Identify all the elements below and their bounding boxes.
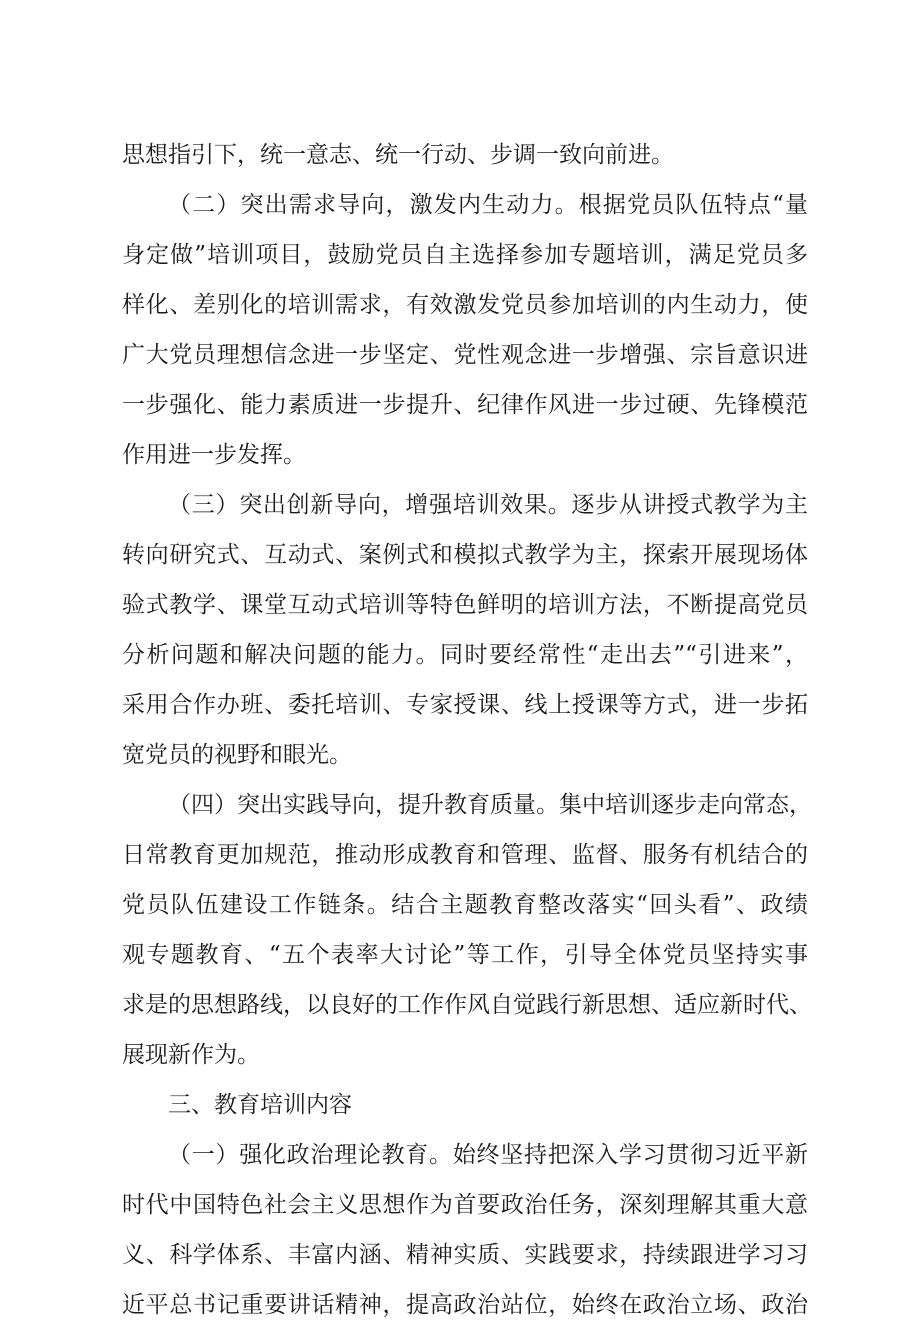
paragraph-section3-point-1-line: 近平总书记重要讲话精神，提高政治站位，始终在政治立场、政治 bbox=[122, 1292, 808, 1318]
paragraph-point-4-line: 党员队伍建设工作链条。结合主题教育整改落实“回头看”、政绩 bbox=[122, 892, 808, 918]
paragraph-section3-point-1-line: 义、科学体系、丰富内涵、精神实质、实践要求，持续跟进学习习 bbox=[122, 1242, 808, 1268]
paragraph-point-4-line: 日常教育更加规范，推动形成教育和管理、监督、服务有机结合的 bbox=[122, 842, 808, 868]
paragraph-point-3-line: （三）突出创新导向，增强培训效果。逐步从讲授式教学为主 bbox=[168, 492, 808, 518]
paragraph-point-2-line: 作用进一步发挥。 bbox=[122, 442, 306, 468]
paragraph-point-3-line: 转向研究式、互动式、案例式和模拟式教学为主，探索开展现场体 bbox=[122, 542, 808, 568]
paragraph-point-2-line: 一步强化、能力素质进一步提升、纪律作风进一步过硬、先锋模范 bbox=[122, 392, 808, 418]
paragraph-point-4-line: 求是的思想路线，以良好的工作作风自觉践行新思想、适应新时代、 bbox=[122, 992, 812, 1018]
paragraph-point-2-line: 样化、差别化的培训需求，有效激发党员参加培训的内生动力，使 bbox=[122, 292, 808, 318]
paragraph-point-2-line: 广大党员理想信念进一步坚定、党性观念进一步增强、宗旨意识进 bbox=[122, 342, 808, 368]
paragraph-point-3-line: 采用合作办班、委托培训、专家授课、线上授课等方式，进一步拓 bbox=[122, 692, 808, 718]
paragraph-point-2-line: （二）突出需求导向，激发内生动力。根据党员队伍特点“量 bbox=[168, 192, 808, 218]
paragraph-section3-point-1-line: （一）强化政治理论教育。始终坚持把深入学习贯彻习近平新 bbox=[168, 1142, 808, 1168]
section-heading: 三、教育培训内容 bbox=[168, 1092, 352, 1118]
paragraph-point-2-line: 身定做”培训项目，鼓励党员自主选择参加专题培训，满足党员多 bbox=[122, 242, 808, 268]
paragraph-intro-line: 思想指引下，统一意志、统一行动、步调一致向前进。 bbox=[122, 142, 674, 168]
paragraph-point-4-line: （四）突出实践导向，提升教育质量。集中培训逐步走向常态， bbox=[168, 792, 812, 818]
paragraph-section3-point-1-line: 时代中国特色社会主义思想作为首要政治任务，深刻理解其重大意 bbox=[122, 1192, 808, 1218]
paragraph-point-3-line: 宽党员的视野和眼光。 bbox=[122, 742, 352, 768]
paragraph-point-4-line: 展现新作为。 bbox=[122, 1042, 260, 1068]
paragraph-point-3-line: 分析问题和解决问题的能力。同时要经常性“走出去”“引进来”， bbox=[122, 642, 808, 668]
paragraph-point-4-line: 观专题教育、“五个表率大讨论”等工作，引导全体党员坚持实事 bbox=[122, 942, 808, 968]
paragraph-point-3-line: 验式教学、课堂互动式培训等特色鲜明的培训方法，不断提高党员 bbox=[122, 592, 808, 618]
